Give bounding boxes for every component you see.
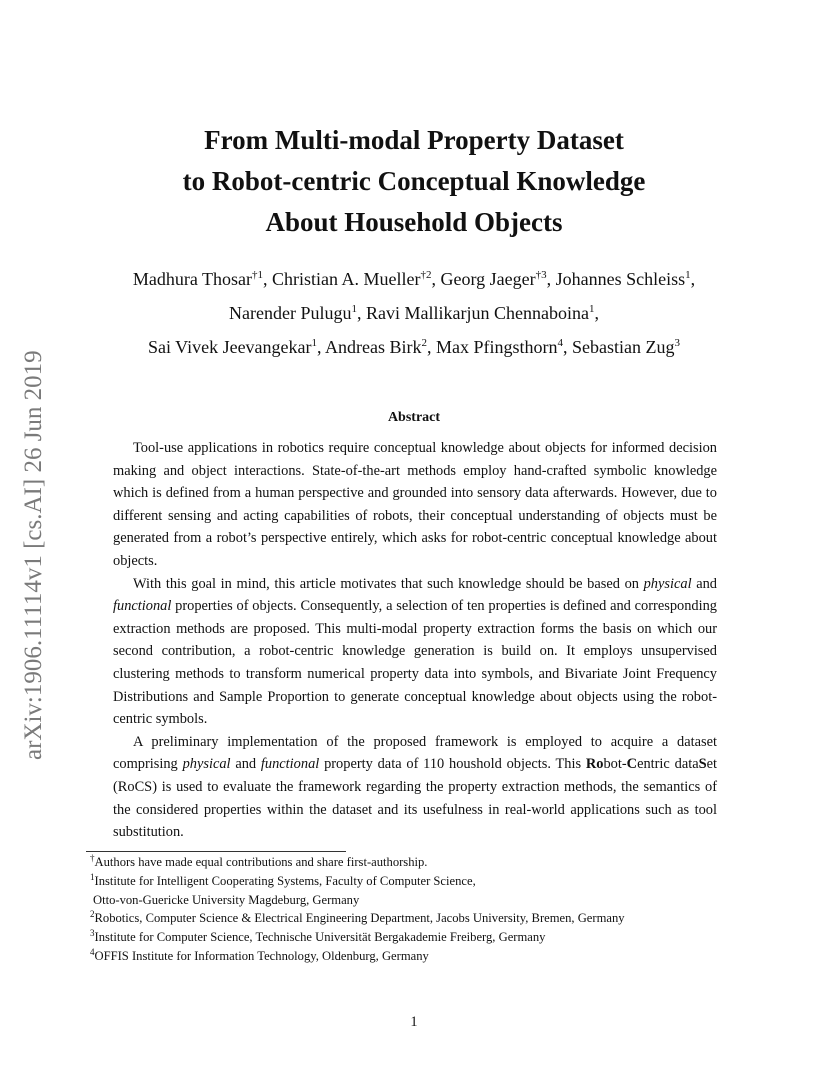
- emphasis: physical: [182, 756, 231, 773]
- title-line-3: About Household Objects: [265, 207, 563, 237]
- title-line-1: From Multi-modal Property Dataset: [204, 125, 624, 155]
- author-name: Ravi Mallikarjun Chennaboina: [366, 303, 589, 323]
- abstract-paragraph-2: [113, 573, 717, 731]
- abstract-paragraph-3: [113, 731, 717, 844]
- author-name: Sebastian Zug: [572, 337, 675, 357]
- abstract-heading: Abstract: [387, 410, 441, 425]
- author-name: Sai Vivek Jeevangekar: [147, 337, 312, 357]
- author-mark: †3: [535, 269, 547, 281]
- footnote-mark: 1: [90, 872, 95, 882]
- footnote-text: Otto-von-Guericke University Magdeburg, Germany: [93, 893, 360, 907]
- text-run: properties of objects. Consequently, a selection of ten properties is defined and corresponding extraction methods are proposed. This multi-modal property extraction forms the basis on which our second contribution, a robot-centric knowledge generation is build on. It employs unsupervised clustering methods to transform numerical property data into symbols, and Bivariate Joint Frequency Distributions and Sample Proportion to generate conceptual knowledge about objects using the robot-centric symbols.: [113, 598, 717, 728]
- author-mark: 1: [351, 303, 357, 315]
- abstract-paragraph-1: Tool-use applications in robotics require conceptual knowledge about objects for informed decision making and object interactions. State-of-the-art methods employ hand-crafted symbolic knowledge which is defined from a human perspective and grounded into sensory data afterwards. However, due to different sensing and acting capabilities of robots, their conceptual understanding of objects must be generated from a robot’s perspective entirely, which asks for robot-centric conceptual knowledge about objects.: [113, 440, 717, 569]
- author-name: Johannes Schleiss: [555, 269, 686, 289]
- footnote-mark: 2: [90, 909, 95, 919]
- author-line-2: Narender Pulugu$^1$, Ravi Mallikarjun Chennaboina$^1$,: [229, 303, 599, 323]
- bold-letter: C: [626, 756, 638, 773]
- text-run: entric data: [637, 756, 699, 773]
- author-name: Max Pfingsthorn: [436, 337, 558, 357]
- footnotes: [90, 853, 750, 966]
- author-name: Andreas Birk: [325, 337, 422, 357]
- author-line-3: Sai Vivek Jeevangekar$^1$, Andreas Birk$^2$, Max Pfingsthorn$^4$, Sebastian Zug$^3$: [147, 337, 680, 357]
- footnote: [90, 928, 750, 947]
- footnote-text: Authors have made equal contributions and share first-authorship.: [94, 855, 428, 869]
- text-run: and: [691, 575, 717, 592]
- footnote: [90, 872, 750, 891]
- author-mark: 1: [685, 269, 691, 281]
- text-run: With this goal in mind, this article motivates that such knowledge should be based on: [133, 575, 644, 592]
- footnote-mark: 4: [90, 947, 95, 957]
- title-line-2: to Robot-centric Conceptual Knowledge: [182, 166, 646, 196]
- emphasis: functional: [260, 756, 320, 773]
- author-name: Narender Pulugu: [229, 303, 352, 323]
- footnote-text: Institute for Computer Science, Technische Universität Bergakademie Freiberg, Germany: [94, 930, 546, 944]
- author-mark: 4: [557, 337, 564, 349]
- text-run: A preliminary implementation of the proposed framework is employed to acquire a dataset comprising: [113, 733, 717, 773]
- author-mark: 1: [588, 303, 595, 315]
- footnote-text: OFFIS Institute for Information Technology, Oldenburg, Germany: [94, 949, 429, 963]
- author-mark: 1: [311, 337, 318, 349]
- text-run: and: [230, 756, 261, 773]
- author-line-1: Madhura Thosar$^{\dagger 1}$, Christian A. Mueller$^{\dagger 2}$, Georg Jaeger$^{\dagger 3}$, Johannes Schleiss$^1$,: [132, 269, 696, 289]
- text-run: et (RoCS) is used to evaluate the framework regarding the property extraction methods, the semantics of the considered properties within the dataset and its usefulness in real-world applications such as tool substitution.: [113, 756, 717, 841]
- text-run: bot-: [603, 756, 627, 773]
- author-name: Madhura Thosar: [132, 269, 253, 289]
- author-name: Georg Jaeger: [440, 269, 536, 289]
- footnote: [90, 891, 750, 909]
- page-number: 1: [410, 1014, 418, 1030]
- footnote: [90, 853, 750, 872]
- arxiv-stamp: arXiv:1906.11114v1 [cs.AI] 26 Jun 2019: [20, 350, 47, 760]
- author-mark: †1: [252, 269, 264, 281]
- abstract-body: [113, 437, 717, 844]
- author-name: Christian A. Mueller: [272, 269, 421, 289]
- author-list: [0, 264, 828, 366]
- author-mark: 2: [421, 337, 428, 349]
- bold-letter: Ro: [585, 756, 604, 773]
- footnote-mark: †: [90, 853, 95, 863]
- emphasis: physical: [643, 575, 692, 592]
- footnote-mark: 3: [90, 928, 95, 938]
- author-mark: †2: [420, 269, 432, 281]
- footnote-text: Robotics, Computer Science & Electrical Engineering Department, Jacobs University, Bremen, Germany: [94, 911, 625, 925]
- bold-letter: S: [698, 756, 707, 773]
- paper-title: [0, 120, 828, 243]
- emphasis: functional: [113, 598, 172, 615]
- author-mark: 3: [674, 337, 680, 349]
- footnote: [90, 909, 750, 928]
- footnote-text: Institute for Intelligent Cooperating Systems, Faculty of Computer Science,: [94, 874, 476, 888]
- footnote-rule: [86, 851, 346, 852]
- text-run: property data of 110 houshold objects. This: [319, 756, 586, 773]
- footnote: [90, 947, 750, 966]
